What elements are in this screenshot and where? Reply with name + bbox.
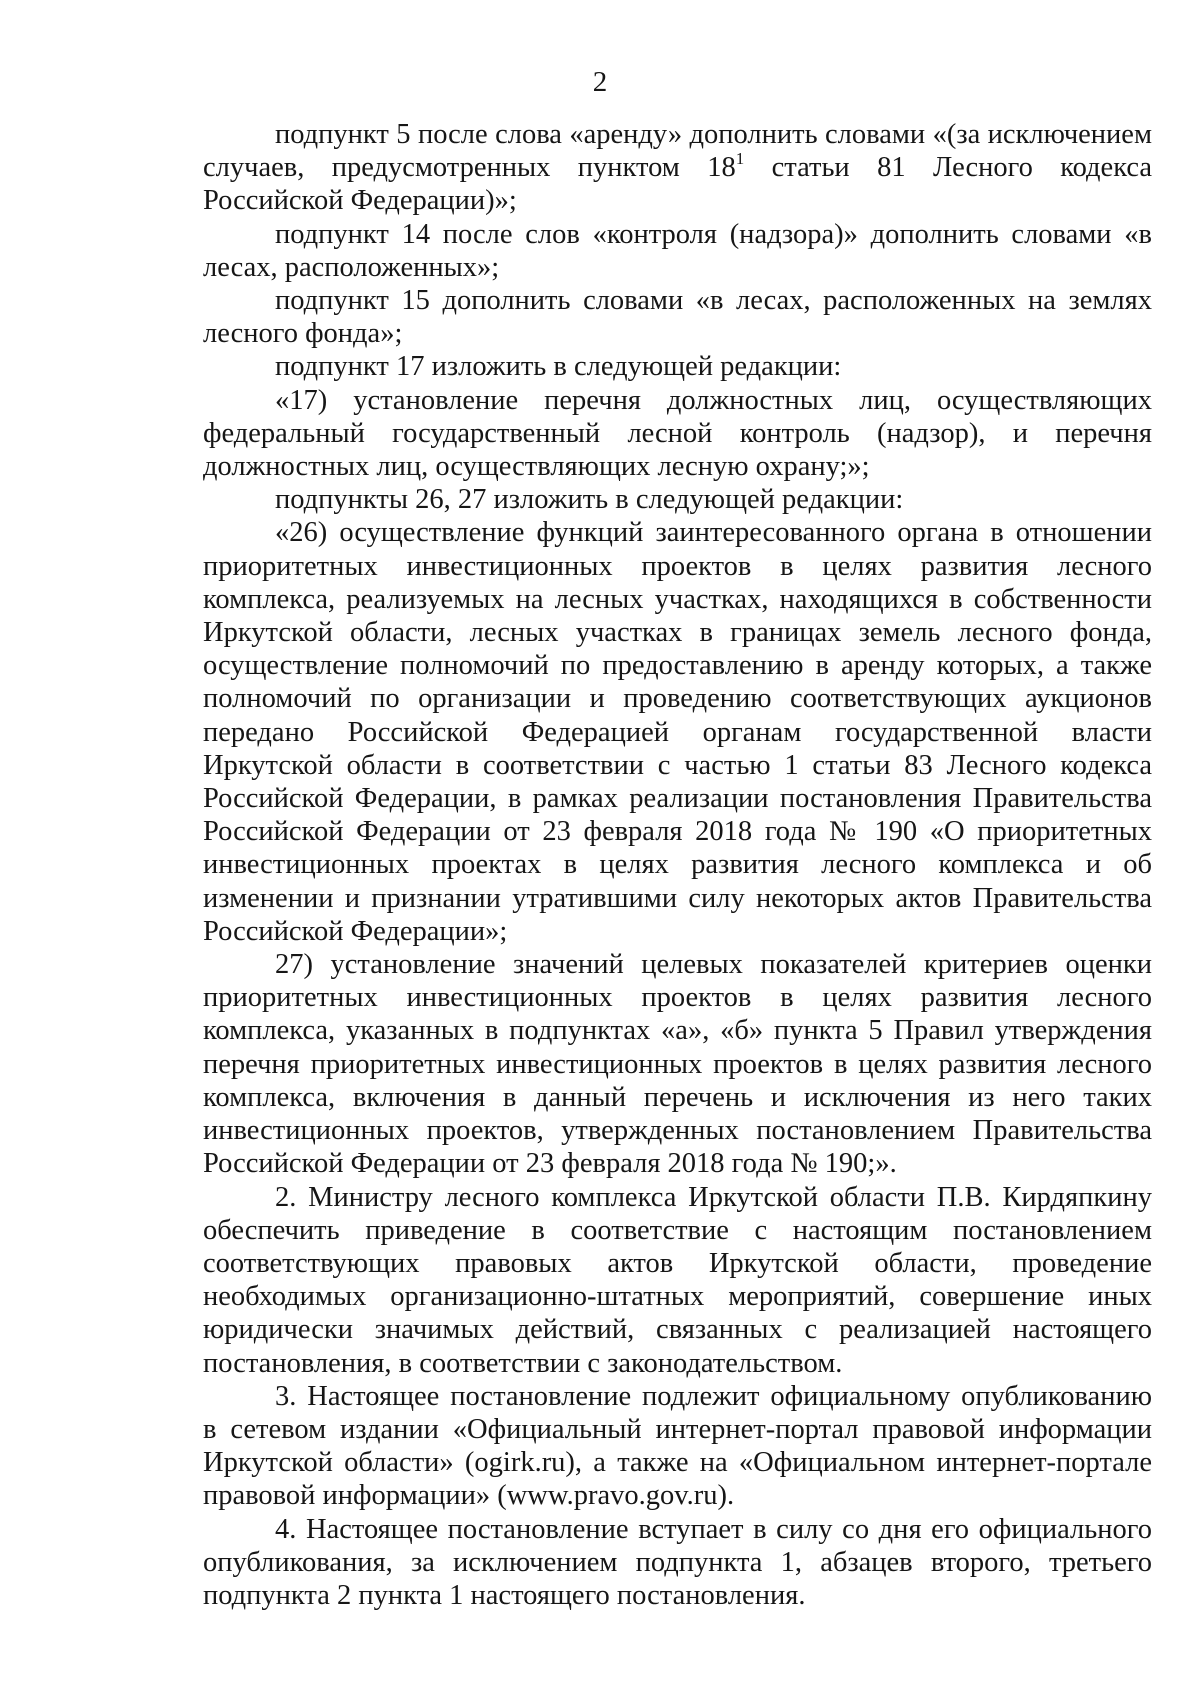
superscript: 1 bbox=[735, 149, 745, 169]
paragraph-subpoints-26-27-intro: подпункты 26, 27 изложить в следующей редакции: bbox=[275, 484, 904, 516]
page-number: 2 bbox=[592, 66, 608, 98]
paragraph-item-3: 3. Настоящее постановление подлежит официальному опубликованию в сетевом издании «Официальный интернет-портал правовой информации Иркутской области» (ogirk.ru), а также на «Официальном интернет-портале правовой информации» (www.pravo.gov.ru). bbox=[203, 1380, 1152, 1512]
paragraph-item-4: 4. Настоящее постановление вступает в силу со дня его официального опубликования, за исключением подпункта 1, абзацев второго, третьего подпункта 2 пункта 1 настоящего постановления. bbox=[203, 1513, 1152, 1611]
paragraph-subpoint-27-text: 27) установление значений целевых показателей критериев оценки приоритетных инвестиционных проектов в целях развития лесного комплекса, указанных в подпунктах «а», «б» пункта 5 Правил утверждения перечня приоритетных инвестиционных проектов в целях развития лесного комплекса, включения в данный перечень и исключения из него таких инвестиционных проектов, утвержденных постановлением Правительства Российской Федерации от 23 февраля 2018 года № 190;». bbox=[203, 949, 1152, 1180]
paragraph-subpoint-5 bbox=[203, 118, 1152, 218]
paragraph-item-2: 2. Министру лесного комплекса Иркутской области П.В. Кирдяпкину обеспечить приведение в соответствие с настоящим постановлением соответствующих правовых актов Иркутской области, проведение необходимых организационно-штатных мероприятий, совершение иных юридически значимых действий, связанных с реализацией настоящего постановления, в соответствии с законодательством. bbox=[203, 1181, 1152, 1379]
paragraph-text: статьи 81 Лесного кодекса Российской Федерации)»; bbox=[203, 152, 1152, 217]
paragraph-text: подпункт 5 после слова «аренду» дополнить словами «(за исключением случаев, предусмотренных пунктом 18 bbox=[203, 119, 1152, 184]
document-body bbox=[203, 118, 1152, 1612]
paragraph-subpoint-17-intro: подпункт 17 изложить в следующей редакции: bbox=[275, 351, 842, 383]
paragraph-subpoint-17-text: «17) установление перечня должностных лиц, осуществляющих федеральный государственный лесной контроль (надзор), и перечня должностных лиц, осуществляющих лесную охрану;»; bbox=[203, 384, 1152, 483]
paragraph-subpoint-26-text: «26) осуществление функций заинтересованного органа в отношении приоритетных инвестиционных проектов в целях развития лесного комплекса, реализуемых на лесных участках, находящихся в собственности Иркутской области, лесных участках в границах земель лесного фонда, осуществление полномочий по предоставлению в аренду которых, а также полномочий по организации и проведению соответствующих аукционов передано Российской Федерацией органам государственной власти Иркутской области в соответствии с частью 1 статьи 83 Лесного кодекса Российской Федерации, в рамках реализации постановления Правительства Российской Федерации от 23 февраля 2018 года № 190 «О приоритетных инвестиционных проектах в целях развития лесного комплекса и об изменении и признании утратившими силу некоторых актов Правительства Российской Федерации»; bbox=[203, 517, 1152, 947]
paragraph-subpoint-15: подпункт 15 дополнить словами «в лесах, расположенных на землях лесного фонда»; bbox=[203, 285, 1152, 350]
paragraph-subpoint-14: подпункт 14 после слов «контроля (надзора)» дополнить словами «в лесах, расположенных»; bbox=[203, 218, 1152, 283]
